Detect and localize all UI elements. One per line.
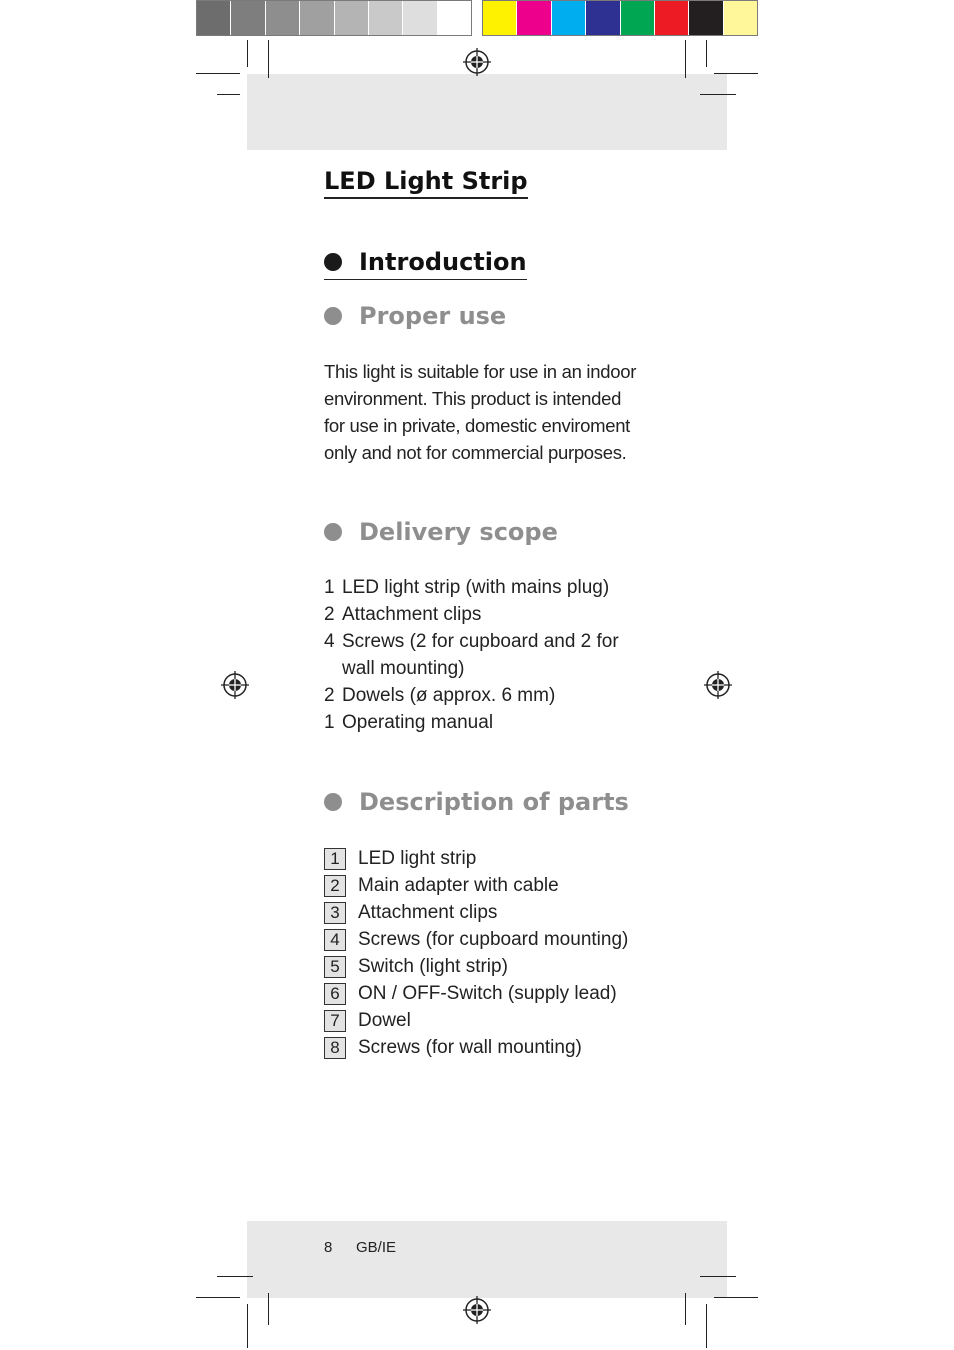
- parts-list: [324, 845, 628, 1061]
- color-swatch: [689, 1, 723, 35]
- text-line: This light is suitable for use in an indoor: [324, 361, 637, 382]
- color-swatch: [517, 1, 551, 35]
- item-quantity: 2: [324, 685, 335, 706]
- color-swatch: [483, 1, 517, 35]
- color-swatch: [724, 1, 757, 35]
- part-label: Attachment clips: [358, 901, 498, 923]
- text-line: only and not for commercial purposes.: [324, 442, 627, 463]
- bullet-icon: [324, 307, 342, 325]
- crop-mark: [714, 1297, 758, 1298]
- grey-swatch: [197, 1, 231, 35]
- item-text: Operating manual: [342, 712, 494, 733]
- proper-use-paragraph: [324, 358, 644, 466]
- part-label: Screws (for wall mounting): [358, 1036, 582, 1058]
- part-number-box: 2: [324, 875, 346, 897]
- section-heading: Introduction: [359, 248, 527, 276]
- color-swatch: [655, 1, 689, 35]
- registration-mark-icon: [220, 670, 250, 700]
- part-label: Switch (light strip): [358, 955, 508, 977]
- grey-swatch: [266, 1, 300, 35]
- grey-swatch: [438, 1, 471, 35]
- list-item: [324, 628, 619, 655]
- bullet-icon: [324, 253, 342, 271]
- crop-mark: [700, 1276, 736, 1277]
- section-description-of-parts: [324, 787, 629, 817]
- part-row: [324, 899, 628, 926]
- part-number-box: 3: [324, 902, 346, 924]
- item-text: wall mounting): [342, 658, 465, 679]
- crop-mark: [700, 94, 736, 95]
- part-row: [324, 1034, 628, 1061]
- section-delivery-scope: [324, 517, 558, 547]
- color-swatch: [552, 1, 586, 35]
- part-row: [324, 845, 628, 872]
- page-number: 8: [324, 1239, 333, 1256]
- grey-calibration-bar: [196, 0, 472, 36]
- part-label: ON / OFF-Switch (supply lead): [358, 982, 617, 1004]
- footer-panel: [247, 1221, 727, 1298]
- crop-mark: [247, 1304, 248, 1348]
- list-item: [324, 682, 619, 709]
- part-row: [324, 1007, 628, 1034]
- item-quantity: 2: [324, 604, 335, 625]
- item-text: Attachment clips: [342, 604, 482, 625]
- item-quantity: 1: [324, 712, 335, 733]
- crop-mark: [268, 40, 269, 78]
- item-quantity: 1: [324, 577, 335, 598]
- bullet-icon: [324, 523, 342, 541]
- list-item: [324, 574, 619, 601]
- part-number-box: 6: [324, 983, 346, 1005]
- list-item: [324, 709, 619, 736]
- grey-swatch: [369, 1, 403, 35]
- part-row: [324, 980, 628, 1007]
- color-swatch: [586, 1, 620, 35]
- crop-mark: [714, 73, 758, 74]
- section-heading: Description of parts: [359, 788, 629, 816]
- grey-swatch: [335, 1, 369, 35]
- color-swatch: [621, 1, 655, 35]
- item-quantity: 4: [324, 631, 335, 652]
- crop-mark: [685, 40, 686, 78]
- page-title: LED Light Strip: [324, 166, 528, 199]
- locale-label: GB/IE: [356, 1239, 397, 1256]
- registration-mark-icon: [462, 1295, 492, 1325]
- part-row: [324, 953, 628, 980]
- part-number-box: 1: [324, 848, 346, 870]
- crop-mark: [706, 1304, 707, 1348]
- section-introduction: [324, 247, 527, 280]
- crop-mark: [196, 1297, 240, 1298]
- part-label: Screws (for cupboard mounting): [358, 928, 629, 950]
- registration-mark-icon: [703, 670, 733, 700]
- part-label: Main adapter with cable: [358, 874, 559, 896]
- section-heading: Proper use: [359, 302, 507, 330]
- item-text: Screws (2 for cupboard and 2 for: [342, 631, 619, 652]
- part-label: Dowel: [358, 1009, 411, 1031]
- item-text: Dowels (ø approx. 6 mm): [342, 685, 556, 706]
- grey-swatch: [403, 1, 437, 35]
- part-number-box: 5: [324, 956, 346, 978]
- grey-swatch: [300, 1, 334, 35]
- section-proper-use: [324, 301, 506, 331]
- bullet-icon: [324, 793, 342, 811]
- part-row: [324, 926, 628, 953]
- item-quantity: [324, 655, 342, 682]
- part-number-box: 8: [324, 1037, 346, 1059]
- color-calibration-bar: [482, 0, 758, 36]
- registration-mark-icon: [462, 47, 492, 77]
- text-line: for use in private, domestic enviroment: [324, 415, 631, 436]
- crop-mark: [217, 1276, 253, 1277]
- crop-mark: [247, 40, 248, 67]
- list-item: [324, 655, 619, 682]
- delivery-scope-list: [324, 574, 619, 736]
- crop-mark: [268, 1293, 269, 1325]
- list-item: [324, 601, 619, 628]
- text-line: environment. This product is intended: [324, 388, 622, 409]
- part-number-box: 4: [324, 929, 346, 951]
- part-label: LED light strip: [358, 847, 477, 869]
- page-footer: [324, 1239, 396, 1256]
- crop-mark: [685, 1293, 686, 1325]
- crop-mark: [706, 40, 707, 67]
- item-text: LED light strip (with mains plug): [342, 577, 610, 598]
- part-row: [324, 872, 628, 899]
- crop-mark: [217, 94, 240, 95]
- section-heading: Delivery scope: [359, 518, 558, 546]
- header-panel: [247, 74, 727, 150]
- part-number-box: 7: [324, 1010, 346, 1032]
- grey-swatch: [231, 1, 265, 35]
- crop-mark: [196, 73, 240, 74]
